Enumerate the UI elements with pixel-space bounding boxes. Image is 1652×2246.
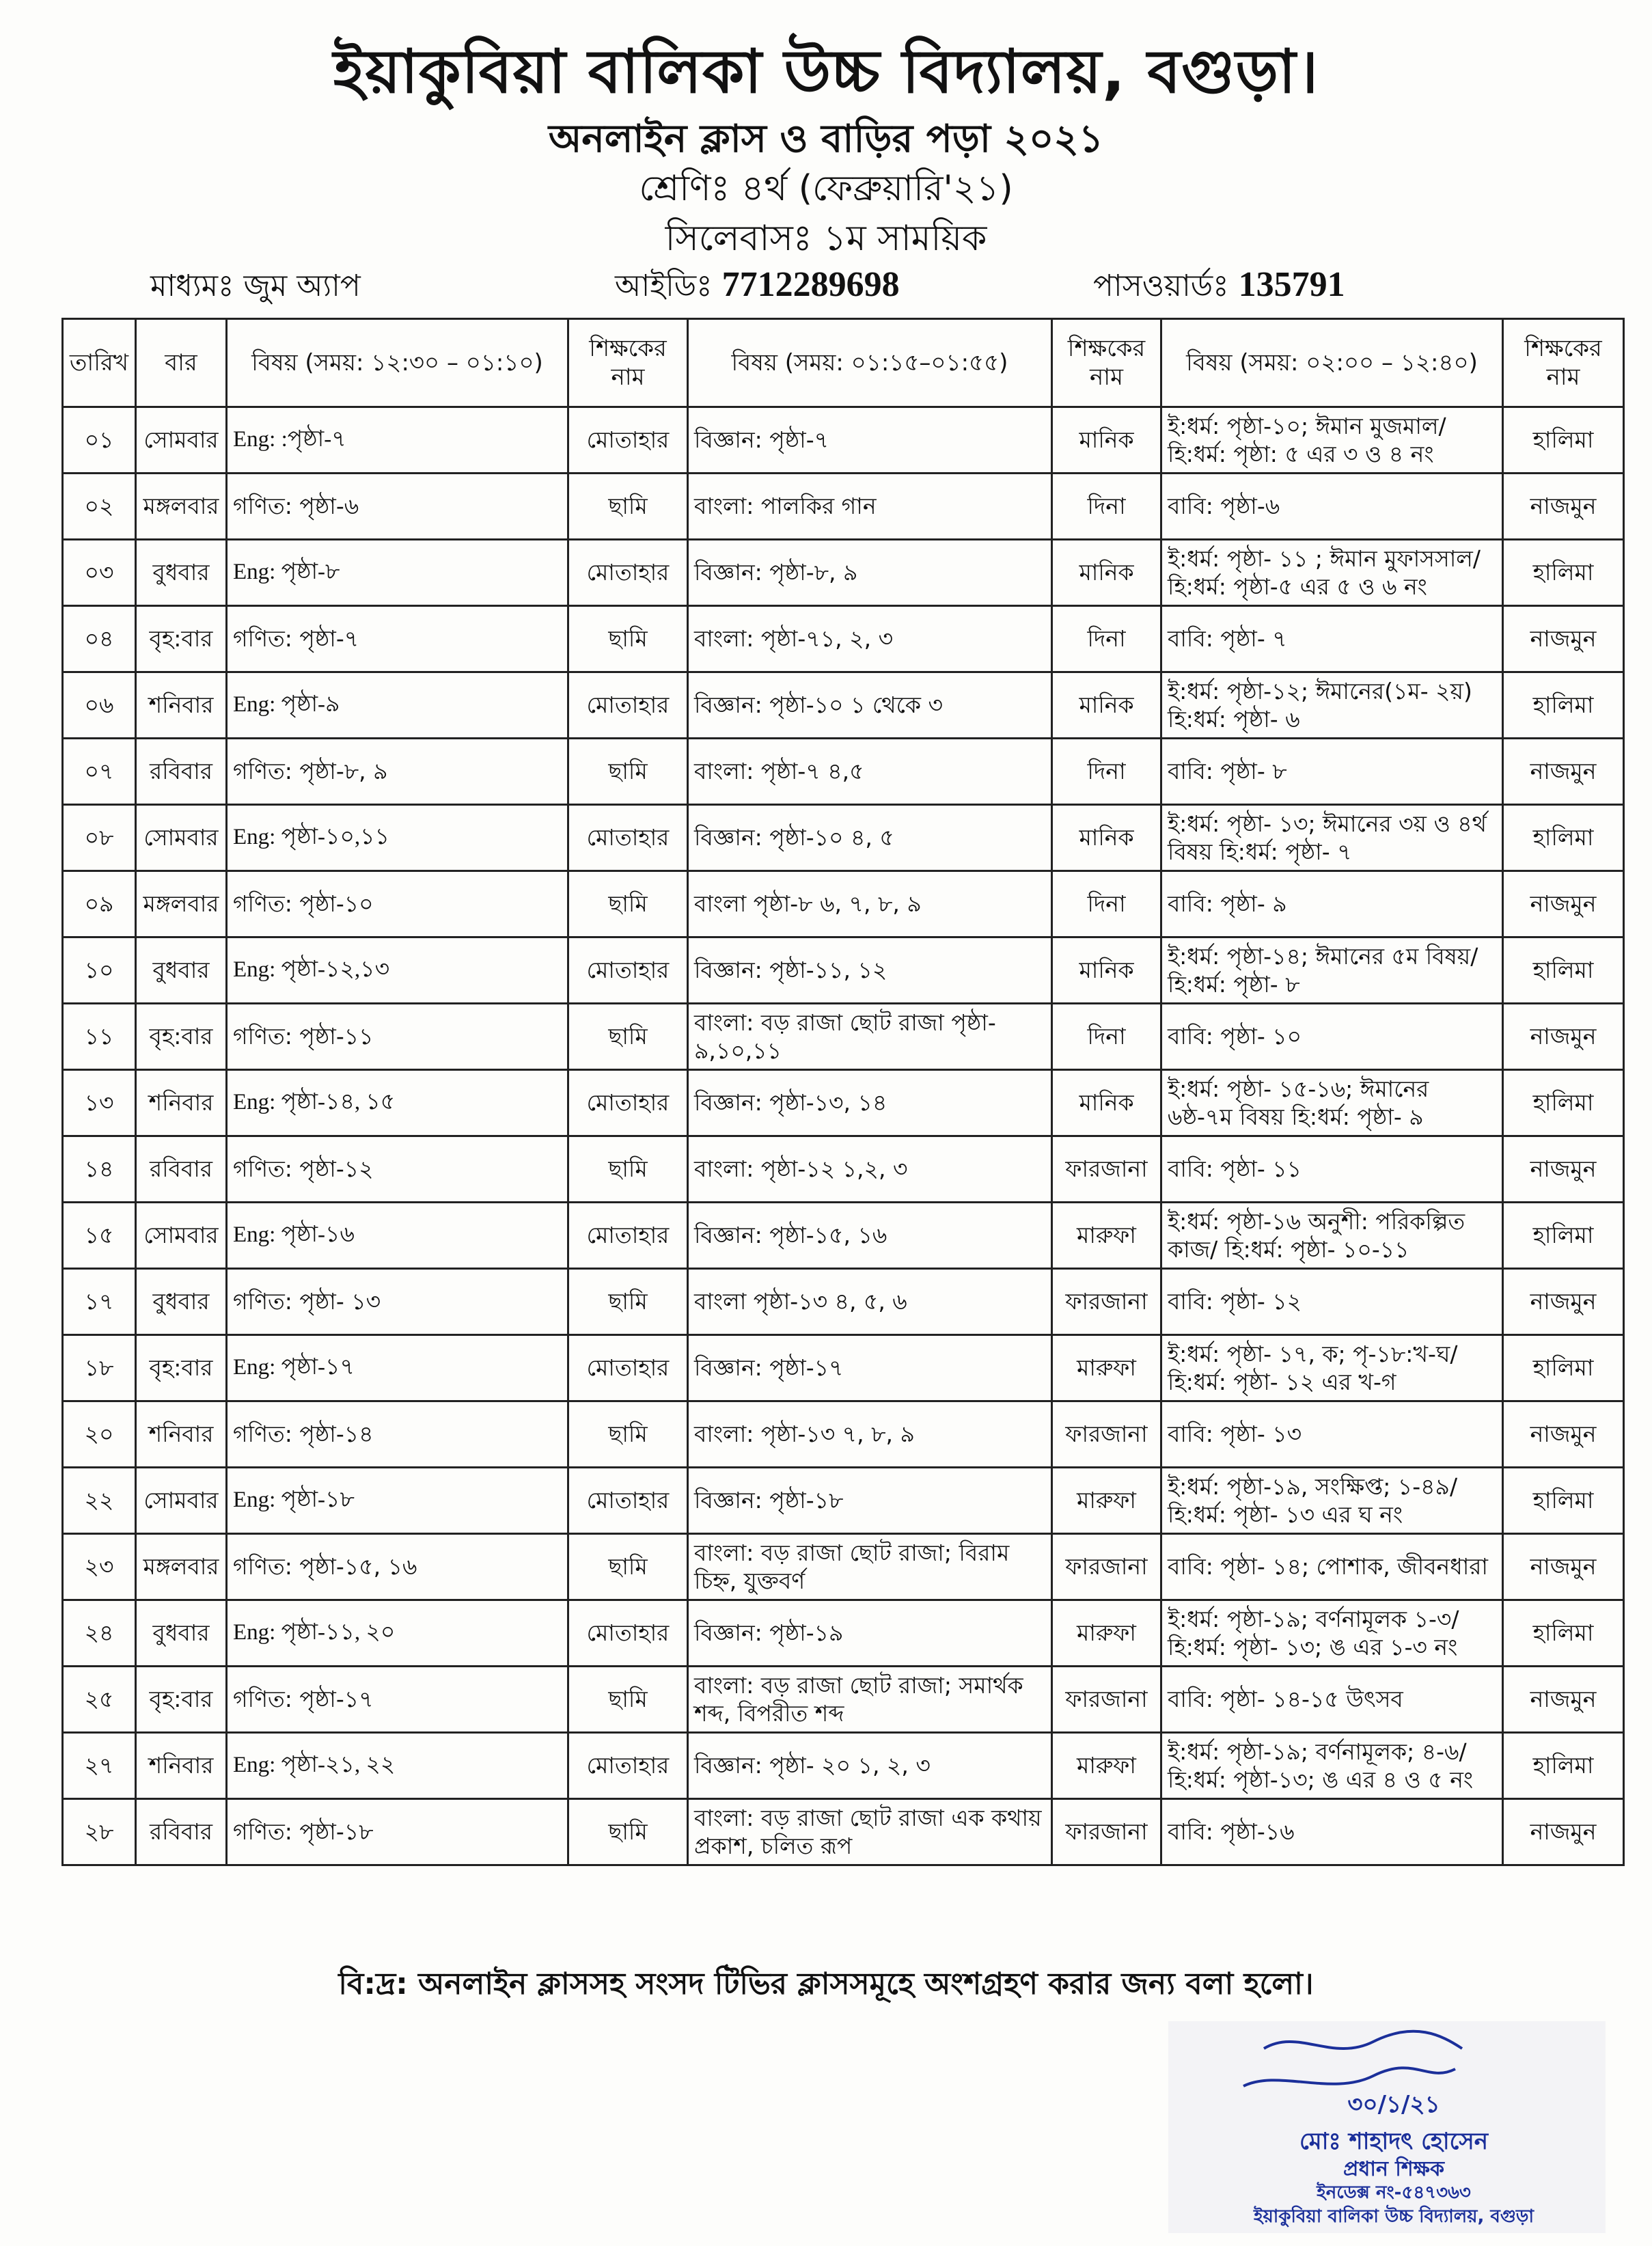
cell-teacher-2: দিনা	[1052, 474, 1161, 540]
cell-subject-1: গণিত: পৃষ্ঠা-১৫, ১৬	[227, 1534, 568, 1600]
cell-date: ১৪	[63, 1136, 136, 1203]
cell-teacher-3: নাজমুন	[1503, 606, 1624, 672]
cell-day: মঙ্গলবার	[136, 1534, 227, 1600]
cell-teacher-1: মোতাহার	[568, 937, 688, 1004]
cell-subject-3: বাবি: পৃষ্ঠা-৬	[1161, 474, 1503, 540]
header-teacher-2: শিক্ষকের নাম	[1052, 319, 1161, 407]
cell-teacher-1: মোতাহার	[568, 1733, 688, 1799]
cell-date: ০৬	[63, 672, 136, 739]
cell-subject-2: বাংলা: পৃষ্ঠা-১৩ ৭, ৮, ৯	[688, 1401, 1052, 1468]
table-row	[63, 540, 1624, 606]
cell-day: বুধবার	[136, 937, 227, 1004]
cell-teacher-3: হালিমা	[1503, 805, 1624, 871]
cell-subject-1: গণিত: পৃষ্ঠা-১৪	[227, 1401, 568, 1468]
cell-day: মঙ্গলবার	[136, 474, 227, 540]
program-title: অনলাইন ক্লাস ও বাড়ির পড়া ২০২১	[548, 117, 1104, 161]
cell-teacher-2: দিনা	[1052, 739, 1161, 805]
cell-subject-2: বিজ্ঞান: পৃষ্ঠা-১০ ৪, ৫	[688, 805, 1052, 871]
cell-teacher-1: ছামি	[568, 871, 688, 937]
cell-subject-2: বাংলা: বড় রাজা ছোট রাজা এক কথায় প্রকাশ, চলিত রূপ	[688, 1799, 1052, 1865]
cell-teacher-1: ছামি	[568, 1799, 688, 1865]
cell-subject-3: ই:ধর্ম: পৃষ্ঠা-১৪; ঈমানের ৫ম বিষয়/ হি:ধর্ম: পৃষ্ঠা- ৮	[1161, 937, 1503, 1004]
cell-subject-2: বাংলা: বড় রাজা ছোট রাজা পৃষ্ঠা- ৯,১০,১১	[688, 1004, 1052, 1070]
cell-teacher-2: ফারজানা	[1052, 1269, 1161, 1335]
cell-teacher-1: ছামি	[568, 1269, 688, 1335]
cell-day: রবিবার	[136, 1799, 227, 1865]
cell-subject-3: ই:ধর্ম: পৃষ্ঠা-১০; ঈমান মুজমাল/ হি:ধর্ম: পৃষ্ঠা: ৫ এর ৩ ও ৪ নং	[1161, 407, 1503, 474]
cell-date: ২৫	[63, 1667, 136, 1733]
cell-date: ০৭	[63, 739, 136, 805]
cell-subject-1: Eng: পৃষ্ঠা-১৬	[227, 1203, 568, 1269]
cell-date: ০৯	[63, 871, 136, 937]
cell-subject-1: গণিত: পৃষ্ঠা- ১৩	[227, 1269, 568, 1335]
header-date: তারিখ	[63, 319, 136, 407]
cell-teacher-1: ছামি	[568, 1667, 688, 1733]
cell-teacher-1: ছামি	[568, 1534, 688, 1600]
cell-day: মঙ্গলবার	[136, 871, 227, 937]
cell-day: বৃহ:বার	[136, 1004, 227, 1070]
cell-teacher-3: হালিমা	[1503, 407, 1624, 474]
cell-teacher-1: মোতাহার	[568, 672, 688, 739]
cell-teacher-3: হালিমা	[1503, 1335, 1624, 1401]
cell-subject-2: বিজ্ঞান: পৃষ্ঠা-১০ ১ থেকে ৩	[688, 672, 1052, 739]
cell-teacher-3: হালিমা	[1503, 1468, 1624, 1534]
table-row	[63, 1335, 1624, 1401]
table-row	[63, 1203, 1624, 1269]
syllabus: সিলেবাসঃ ১ম সাময়িক	[665, 218, 987, 259]
cell-date: ০১	[63, 407, 136, 474]
cell-teacher-3: নাজমুন	[1503, 1401, 1624, 1468]
cell-subject-3: বাবি: পৃষ্ঠা- ১৪; পোশাক, জীবনধারা	[1161, 1534, 1503, 1600]
cell-day: শনিবার	[136, 1401, 227, 1468]
cell-subject-1: গণিত: পৃষ্ঠা-১২	[227, 1136, 568, 1203]
cell-subject-2: বিজ্ঞান: পৃষ্ঠা-১৮	[688, 1468, 1052, 1534]
cell-subject-2: বিজ্ঞান: পৃষ্ঠা- ২০ ১, ২, ৩	[688, 1733, 1052, 1799]
cell-teacher-3: নাজমুন	[1503, 1534, 1624, 1600]
cell-day: সোমবার	[136, 1203, 227, 1269]
cell-teacher-2: মানিক	[1052, 407, 1161, 474]
cell-teacher-2: ফারজানা	[1052, 1534, 1161, 1600]
cell-teacher-2: মারুফা	[1052, 1335, 1161, 1401]
table-row	[63, 805, 1624, 871]
cell-subject-1: গণিত: পৃষ্ঠা-১০	[227, 871, 568, 937]
cell-day: বৃহ:বার	[136, 1335, 227, 1401]
cell-subject-3: বাবি: পৃষ্ঠা- ১৩	[1161, 1401, 1503, 1468]
cell-subject-2: বাংলা: পৃষ্ঠা-৭ ৪,৫	[688, 739, 1052, 805]
cell-subject-2: বাংলা: পৃষ্ঠা-১২ ১,২, ৩	[688, 1136, 1052, 1203]
cell-subject-1: গণিত: পৃষ্ঠা-১৭	[227, 1667, 568, 1733]
cell-subject-1: Eng: পৃষ্ঠা-২১, ২২	[227, 1733, 568, 1799]
cell-subject-3: বাবি: পৃষ্ঠা- ১০	[1161, 1004, 1503, 1070]
seal-date: ৩০/১/২১	[1347, 2091, 1440, 2118]
cell-teacher-3: নাজমুন	[1503, 1269, 1624, 1335]
table-row	[63, 1667, 1624, 1733]
cell-subject-1: গণিত: পৃষ্ঠা-১৮	[227, 1799, 568, 1865]
cell-teacher-1: মোতাহার	[568, 1335, 688, 1401]
cell-subject-2: বিজ্ঞান: পৃষ্ঠা-৮, ৯	[688, 540, 1052, 606]
routine-body	[63, 407, 1624, 1865]
cell-subject-2: বাংলা: বড় রাজা ছোট রাজা; সমার্থক শব্দ, বিপরীত শব্দ	[688, 1667, 1052, 1733]
routine-table	[61, 318, 1625, 1866]
cell-subject-1: Eng: পৃষ্ঠা-৮	[227, 540, 568, 606]
cell-subject-3: ই:ধর্ম: পৃষ্ঠা- ১৫-১৬; ঈমানের ৬ষ্ঠ-৭ম বিষয় হি:ধর্ম: পৃষ্ঠা- ৯	[1161, 1070, 1503, 1136]
cell-date: ২৮	[63, 1799, 136, 1865]
cell-subject-3: বাবি: পৃষ্ঠা- ৯	[1161, 871, 1503, 937]
cell-teacher-3: হালিমা	[1503, 1600, 1624, 1667]
cell-date: ১৮	[63, 1335, 136, 1401]
cell-subject-2: বাংলা: পৃষ্ঠা-৭১, ২, ৩	[688, 606, 1052, 672]
cell-day: বুধবার	[136, 540, 227, 606]
cell-teacher-2: দিনা	[1052, 606, 1161, 672]
password-label: পাসওয়ার্ডঃ	[1093, 269, 1229, 303]
cell-subject-3: বাবি: পৃষ্ঠা- ১৪-১৫ উৎসব	[1161, 1667, 1503, 1733]
note: বি:দ্র: অনলাইন ক্লাসসহ সংসদ টিভির ক্লাসসমূহে অংশগ্রহণ করার জন্য বলা হলো।	[338, 1967, 1314, 2001]
cell-teacher-2: মারুফা	[1052, 1203, 1161, 1269]
cell-teacher-2: ফারজানা	[1052, 1401, 1161, 1468]
cell-subject-1: Eng: পৃষ্ঠা-১০,১১	[227, 805, 568, 871]
seal-name: মোঃ শাহাদৎ হোসেন	[1299, 2128, 1488, 2155]
cell-date: ০৮	[63, 805, 136, 871]
cell-day: শনিবার	[136, 1733, 227, 1799]
seal-institution: ইয়াকুবিয়া বালিকা উচ্চ বিদ্যালয়, বগুড়া	[1253, 2206, 1534, 2227]
cell-day: বুধবার	[136, 1269, 227, 1335]
cell-teacher-1: মোতাহার	[568, 1070, 688, 1136]
table-row	[63, 1534, 1624, 1600]
cell-subject-1: Eng: পৃষ্ঠা-১৭	[227, 1335, 568, 1401]
cell-teacher-1: মোতাহার	[568, 1203, 688, 1269]
cell-subject-1: গণিত: পৃষ্ঠা-১১	[227, 1004, 568, 1070]
table-row	[63, 1799, 1624, 1865]
cell-teacher-2: ফারজানা	[1052, 1136, 1161, 1203]
cell-date: ২৭	[63, 1733, 136, 1799]
table-row	[63, 1004, 1624, 1070]
table-row	[63, 871, 1624, 937]
cell-day: রবিবার	[136, 1136, 227, 1203]
cell-subject-2: বিজ্ঞান: পৃষ্ঠা-৭	[688, 407, 1052, 474]
cell-teacher-2: মানিক	[1052, 1070, 1161, 1136]
cell-teacher-3: হালিমা	[1503, 1070, 1624, 1136]
cell-subject-2: বিজ্ঞান: পৃষ্ঠা-১৯	[688, 1600, 1052, 1667]
cell-subject-2: বিজ্ঞান: পৃষ্ঠা-১১, ১২	[688, 937, 1052, 1004]
meeting-id-label: আইডিঃ	[615, 269, 713, 303]
cell-subject-3: ই:ধর্ম: পৃষ্ঠা-১৯; বর্ণনামূলক ১-৩/ হি:ধর্ম: পৃষ্ঠা- ১৩; ঙ এর ১-৩ নং	[1161, 1600, 1503, 1667]
cell-teacher-2: মানিক	[1052, 805, 1161, 871]
cell-teacher-2: ফারজানা	[1052, 1799, 1161, 1865]
cell-subject-3: ই:ধর্ম: পৃষ্ঠা- ১১ ; ঈমান মুফাসসাল/ হি:ধর্ম: পৃষ্ঠা-৫ এর ৫ ও ৬ নং	[1161, 540, 1503, 606]
cell-teacher-1: মোতাহার	[568, 1468, 688, 1534]
cell-teacher-2: মারুফা	[1052, 1733, 1161, 1799]
cell-date: ২০	[63, 1401, 136, 1468]
cell-teacher-1: মোতাহার	[568, 407, 688, 474]
cell-teacher-1: ছামি	[568, 1401, 688, 1468]
cell-subject-2: বিজ্ঞান: পৃষ্ঠা-১৭	[688, 1335, 1052, 1401]
table-row	[63, 1468, 1624, 1534]
cell-subject-2: বিজ্ঞান: পৃষ্ঠা-১৫, ১৬	[688, 1203, 1052, 1269]
cell-teacher-2: মানিক	[1052, 540, 1161, 606]
cell-teacher-2: মানিক	[1052, 672, 1161, 739]
password-value: 135791	[1238, 265, 1345, 304]
cell-day: শনিবার	[136, 1070, 227, 1136]
table-row	[63, 1136, 1624, 1203]
cell-teacher-2: দিনা	[1052, 1004, 1161, 1070]
meeting-id	[615, 263, 900, 313]
cell-date: ০৩	[63, 540, 136, 606]
cell-subject-3: ই:ধর্ম: পৃষ্ঠা-১৯; বর্ণনামূলক; ৪-৬/ হি:ধর্ম: পৃষ্ঠা-১৩; ঙ এর ৪ ও ৫ নং	[1161, 1733, 1503, 1799]
cell-teacher-3: নাজমুন	[1503, 739, 1624, 805]
cell-date: ০৪	[63, 606, 136, 672]
table-row	[63, 1600, 1624, 1667]
school-name: ইয়াকুবিয়া বালিকা উচ্চ বিদ্যালয়, বগুড়া।	[333, 36, 1319, 107]
table-row	[63, 474, 1624, 540]
table-row	[63, 1269, 1624, 1335]
cell-subject-3: ই:ধর্ম: পৃষ্ঠা-১৯, সংক্ষিপ্ত; ১-৪৯/ হি:ধর্ম: পৃষ্ঠা- ১৩ এর ঘ নং	[1161, 1468, 1503, 1534]
cell-teacher-2: ফারজানা	[1052, 1667, 1161, 1733]
cell-subject-3: ই:ধর্ম: পৃষ্ঠা-১৬ অনুশী: পরিকল্পিত কাজ/ হি:ধর্ম: পৃষ্ঠা- ১০-১১	[1161, 1203, 1503, 1269]
cell-teacher-2: মানিক	[1052, 937, 1161, 1004]
medium: মাধ্যমঃ জুম অ্যাপ	[150, 269, 361, 303]
cell-subject-1: গণিত: পৃষ্ঠা-৬	[227, 474, 568, 540]
table-row	[63, 1070, 1624, 1136]
table-row	[63, 937, 1624, 1004]
headmaster-seal	[1168, 2021, 1606, 2233]
cell-subject-3: বাবি: পৃষ্ঠা- ১২	[1161, 1269, 1503, 1335]
cell-subject-3: বাবি: পৃষ্ঠা-১৬	[1161, 1799, 1503, 1865]
cell-subject-1: Eng: পৃষ্ঠা-১৪, ১৫	[227, 1070, 568, 1136]
table-row	[63, 1401, 1624, 1468]
class-month: শ্রেণিঃ ৪র্থ (ফেব্রুয়ারি'২১)	[639, 168, 1013, 209]
cell-teacher-3: নাজমুন	[1503, 1799, 1624, 1865]
cell-day: বুধবার	[136, 1600, 227, 1667]
cell-subject-3: বাবি: পৃষ্ঠা- ৭	[1161, 606, 1503, 672]
cell-teacher-1: মোতাহার	[568, 805, 688, 871]
header-subject-3: বিষয় (সময়: ০২:০০ – ১২:৪০)	[1161, 319, 1503, 407]
cell-subject-2: বাংলা: পালকির গান	[688, 474, 1052, 540]
cell-date: ১১	[63, 1004, 136, 1070]
cell-teacher-3: নাজমুন	[1503, 1136, 1624, 1203]
cell-teacher-2: মারুফা	[1052, 1468, 1161, 1534]
cell-teacher-3: হালিমা	[1503, 1203, 1624, 1269]
cell-subject-3: বাবি: পৃষ্ঠা- ১১	[1161, 1136, 1503, 1203]
cell-date: ২৪	[63, 1600, 136, 1667]
meeting-id-value: 7712289698	[721, 265, 900, 304]
cell-subject-1: গণিত: পৃষ্ঠা-৮, ৯	[227, 739, 568, 805]
cell-date: ০২	[63, 474, 136, 540]
cell-date: ২৩	[63, 1534, 136, 1600]
cell-teacher-3: হালিমা	[1503, 672, 1624, 739]
cell-day: সোমবার	[136, 1468, 227, 1534]
cell-subject-3: বাবি: পৃষ্ঠা- ৮	[1161, 739, 1503, 805]
cell-date: ২২	[63, 1468, 136, 1534]
cell-teacher-3: নাজমুন	[1503, 1004, 1624, 1070]
cell-date: ১৫	[63, 1203, 136, 1269]
cell-teacher-1: মোতাহার	[568, 540, 688, 606]
password	[1093, 263, 1345, 313]
cell-day: সোমবার	[136, 407, 227, 474]
cell-teacher-1: মোতাহার	[568, 1600, 688, 1667]
cell-subject-2: বাংলা পৃষ্ঠা-১৩ ৪, ৫, ৬	[688, 1269, 1052, 1335]
cell-subject-2: বাংলা পৃষ্ঠা-৮ ৬, ৭, ৮, ৯	[688, 871, 1052, 937]
cell-teacher-2: দিনা	[1052, 871, 1161, 937]
cell-subject-1: Eng: পৃষ্ঠা-১৮	[227, 1468, 568, 1534]
table-row	[63, 672, 1624, 739]
cell-day: বৃহ:বার	[136, 1667, 227, 1733]
cell-day: বৃহ:বার	[136, 606, 227, 672]
cell-date: ১০	[63, 937, 136, 1004]
cell-subject-2: বাংলা: বড় রাজা ছোট রাজা; বিরাম চিহ্ন, যুক্তবর্ণ	[688, 1534, 1052, 1600]
cell-subject-1: Eng: পৃষ্ঠা-৯	[227, 672, 568, 739]
cell-teacher-1: ছামি	[568, 739, 688, 805]
header-subject-2: বিষয় (সময়: ০১:১৫–০১:৫৫)	[688, 319, 1052, 407]
cell-subject-1: Eng: পৃষ্ঠা-১১, ২০	[227, 1600, 568, 1667]
cell-teacher-1: ছামি	[568, 1136, 688, 1203]
cell-subject-2: বিজ্ঞান: পৃষ্ঠা-১৩, ১৪	[688, 1070, 1052, 1136]
table-row	[63, 739, 1624, 805]
cell-date: ১৩	[63, 1070, 136, 1136]
table-row	[63, 407, 1624, 474]
cell-day: রবিবার	[136, 739, 227, 805]
cell-date: ১৭	[63, 1269, 136, 1335]
cell-teacher-2: মারুফা	[1052, 1600, 1161, 1667]
cell-day: শনিবার	[136, 672, 227, 739]
cell-teacher-3: নাজমুন	[1503, 474, 1624, 540]
cell-subject-3: ই:ধর্ম: পৃষ্ঠা- ১৭, ক; পৃ-১৮:খ-ঘ/ হি:ধর্ম: পৃষ্ঠা- ১২ এর খ-গ	[1161, 1335, 1503, 1401]
seal-title: প্রধান শিক্ষক	[1343, 2157, 1444, 2181]
cell-teacher-3: নাজমুন	[1503, 1667, 1624, 1733]
cell-teacher-1: ছামি	[568, 606, 688, 672]
seal-index: ইনডেক্স নং-৫৪৭৩৬৩	[1317, 2182, 1471, 2203]
cell-teacher-1: ছামি	[568, 1004, 688, 1070]
header-teacher-1: শিক্ষকের নাম	[568, 319, 688, 407]
header-day: বার	[136, 319, 227, 407]
cell-subject-3: ই:ধর্ম: পৃষ্ঠা-১২; ঈমানের(১ম- ২য়) হি:ধর্ম: পৃষ্ঠা- ৬	[1161, 672, 1503, 739]
header-teacher-3: শিক্ষকের নাম	[1503, 319, 1624, 407]
cell-subject-1: Eng: :পৃষ্ঠা-৭	[227, 407, 568, 474]
cell-teacher-3: হালিমা	[1503, 540, 1624, 606]
cell-subject-1: গণিত: পৃষ্ঠা-৭	[227, 606, 568, 672]
cell-subject-1: Eng: পৃষ্ঠা-১২,১৩	[227, 937, 568, 1004]
cell-day: সোমবার	[136, 805, 227, 871]
cell-teacher-3: হালিমা	[1503, 1733, 1624, 1799]
table-row	[63, 1733, 1624, 1799]
cell-teacher-3: হালিমা	[1503, 937, 1624, 1004]
header-subject-1: বিষয় (সময়: ১২:৩০ – ০১:১০)	[227, 319, 568, 407]
cell-teacher-3: নাজমুন	[1503, 871, 1624, 937]
table-row	[63, 606, 1624, 672]
cell-teacher-1: ছামি	[568, 474, 688, 540]
table-header-row	[63, 319, 1624, 407]
cell-subject-3: ই:ধর্ম: পৃষ্ঠা- ১৩; ঈমানের ৩য় ও ৪র্থ বিষয় হি:ধর্ম: পৃষ্ঠা- ৭	[1161, 805, 1503, 871]
